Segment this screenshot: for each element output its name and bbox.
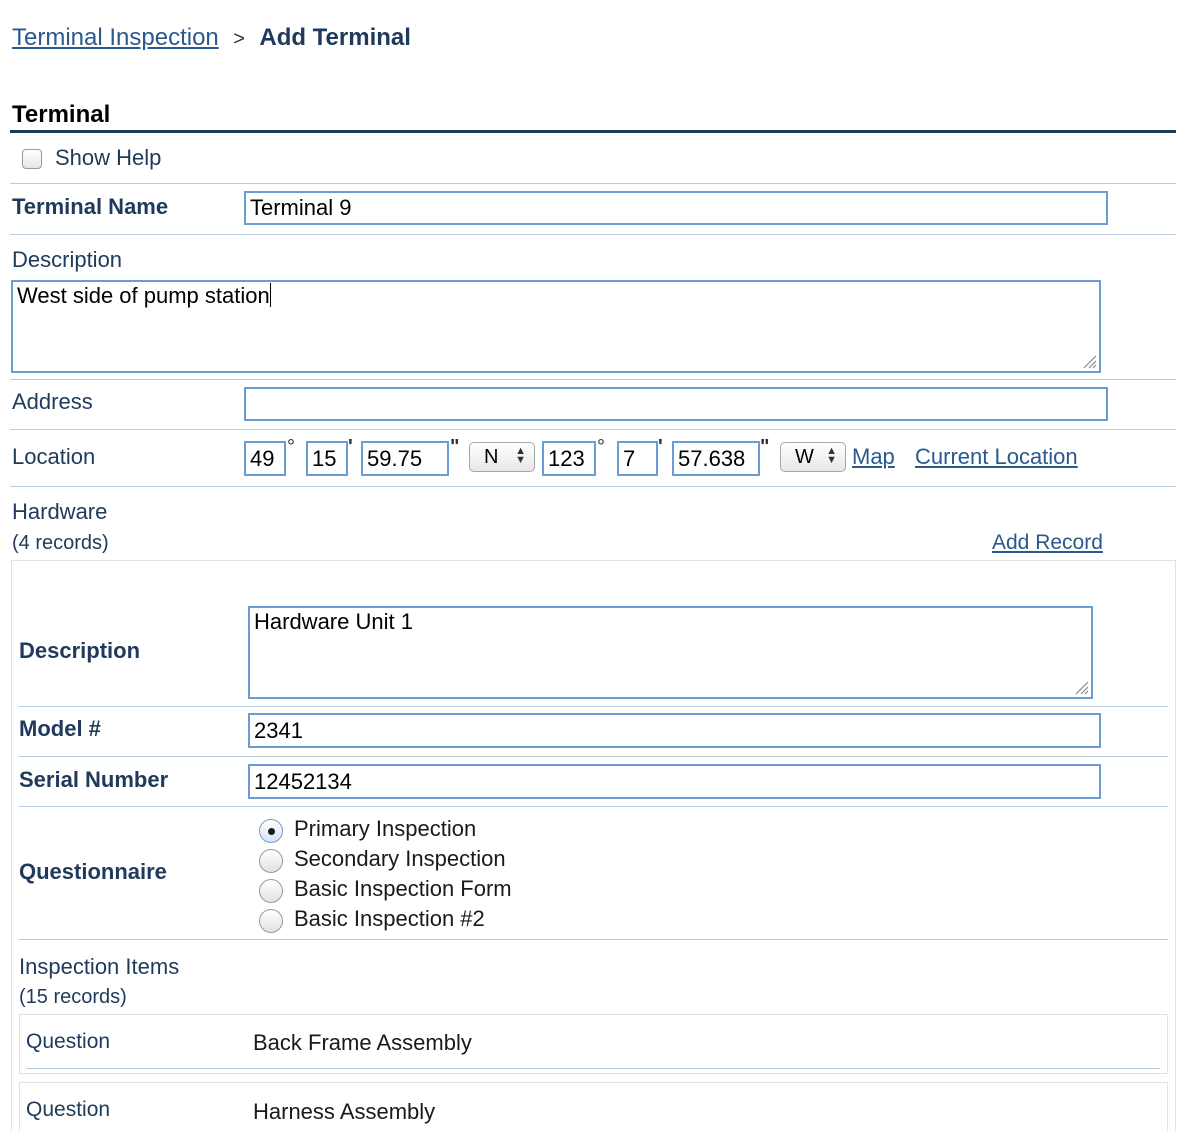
divider: [19, 939, 1168, 940]
divider: [19, 806, 1168, 807]
question-label: Question: [26, 1030, 111, 1053]
text-cursor: [270, 283, 271, 307]
degree-symbol: °: [597, 436, 605, 458]
latitude-degrees-input[interactable]: 49: [244, 441, 286, 476]
longitude-degrees-input[interactable]: 123: [542, 441, 596, 476]
inspection-item-row: [19, 1082, 1168, 1131]
latitude-minutes-input[interactable]: 15: [306, 441, 348, 476]
terminal-name-input[interactable]: Terminal 9: [244, 191, 1108, 225]
divider: [10, 486, 1176, 487]
show-help-label: Show Help: [55, 145, 162, 170]
question-value: Harness Assembly: [253, 1099, 436, 1124]
hardware-record-count: (4 records): [12, 532, 109, 554]
hardware-description-textarea[interactable]: [248, 606, 1093, 699]
address-label: Address: [12, 389, 93, 414]
divider: [19, 756, 1168, 757]
questionnaire-radio-basic-form[interactable]: [259, 879, 283, 903]
inspection-items-title: Inspection Items: [19, 954, 180, 979]
longitude-seconds-input[interactable]: 57.638: [672, 441, 760, 476]
show-help-checkbox[interactable]: [22, 149, 42, 169]
inspection-items-count: (15 records): [19, 986, 127, 1008]
divider: [10, 429, 1176, 430]
questionnaire-option-label: Secondary Inspection: [294, 846, 506, 871]
questionnaire-radio-primary[interactable]: [259, 819, 283, 843]
second-symbol: ": [450, 436, 460, 458]
latitude-direction-value: N: [484, 446, 499, 468]
section-title: Terminal: [12, 101, 111, 128]
resize-handle-icon[interactable]: [1073, 679, 1089, 695]
minute-symbol: ': [658, 436, 663, 458]
degree-symbol: °: [287, 436, 295, 458]
resize-handle-icon[interactable]: [1081, 353, 1097, 369]
hardware-description-text: Hardware Unit 1: [254, 609, 413, 634]
description-text: West side of pump station: [17, 283, 270, 308]
description-textarea[interactable]: [11, 280, 1101, 373]
serial-number-label: Serial Number: [19, 767, 169, 792]
model-number-label: Model #: [19, 716, 101, 741]
questionnaire-radio-secondary[interactable]: [259, 849, 283, 873]
questionnaire-option-label: Basic Inspection Form: [294, 876, 512, 901]
latitude-seconds-input[interactable]: 59.75: [361, 441, 449, 476]
add-record-link[interactable]: Add Record: [992, 531, 1103, 554]
select-arrows-icon: ▲ ▼: [515, 445, 526, 466]
minute-symbol: ': [348, 436, 353, 458]
latitude-direction-select[interactable]: [469, 442, 535, 472]
questionnaire-radio-basic-2[interactable]: [259, 909, 283, 933]
radio-selected-dot: [268, 828, 275, 835]
location-label: Location: [12, 444, 96, 469]
select-arrows-icon: ▲ ▼: [826, 445, 837, 466]
terminal-name-label: Terminal Name: [12, 194, 169, 219]
questionnaire-label: Questionnaire: [19, 859, 167, 884]
address-input[interactable]: [244, 387, 1108, 421]
description-label: Description: [12, 247, 123, 272]
questionnaire-option-label: Primary Inspection: [294, 816, 477, 841]
divider: [10, 379, 1176, 380]
question-label: Question: [26, 1098, 111, 1121]
model-number-input[interactable]: 2341: [248, 713, 1101, 748]
divider: [19, 706, 1168, 707]
questionnaire-option-label: Basic Inspection #2: [294, 906, 485, 931]
hardware-description-label: Description: [19, 638, 141, 663]
breadcrumb-terminal-inspection-link[interactable]: Terminal Inspection: [12, 24, 219, 51]
section-divider: [10, 130, 1176, 133]
divider: [10, 234, 1176, 235]
inspection-item-row: [19, 1014, 1168, 1074]
page-title: Add Terminal: [259, 24, 411, 51]
breadcrumb: [12, 24, 411, 52]
divider: [10, 183, 1176, 184]
breadcrumb-separator: >: [233, 28, 245, 50]
longitude-direction-select[interactable]: [780, 442, 846, 472]
current-location-link[interactable]: Current Location: [915, 444, 1078, 469]
hardware-title: Hardware: [12, 499, 108, 524]
second-symbol: ": [760, 436, 770, 458]
longitude-minutes-input[interactable]: 7: [617, 441, 658, 476]
serial-number-input[interactable]: 12452134: [248, 764, 1101, 799]
map-link[interactable]: Map: [852, 444, 895, 469]
longitude-direction-value: W: [795, 446, 814, 468]
question-value: Back Frame Assembly: [253, 1030, 472, 1055]
divider: [26, 1068, 1160, 1069]
